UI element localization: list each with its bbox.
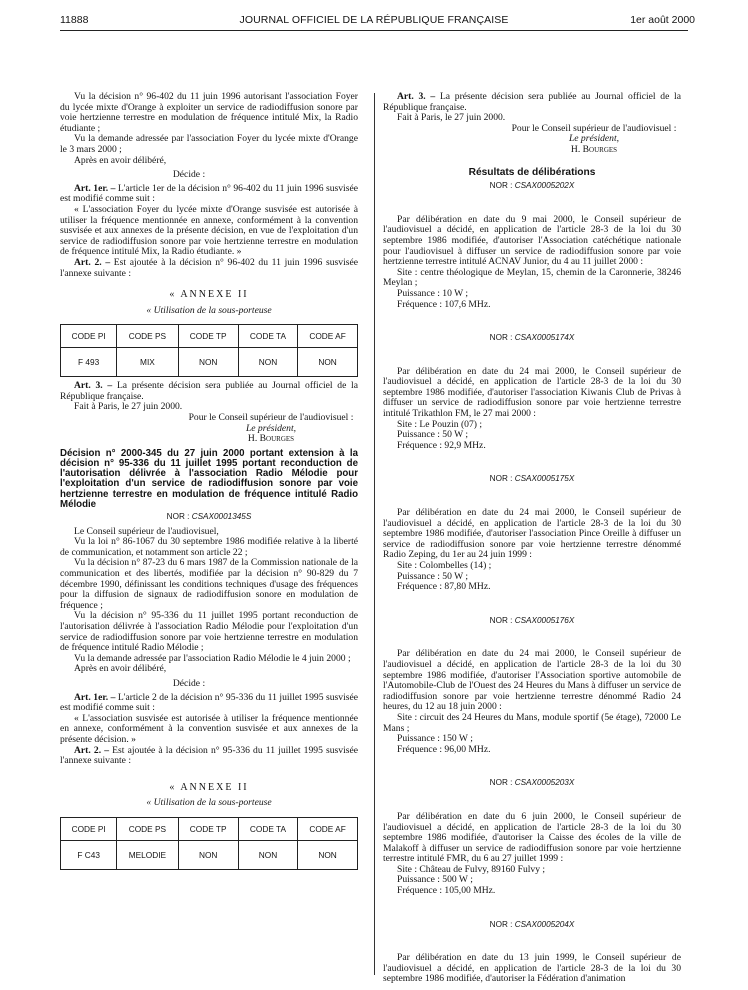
article-label: Art. 3. – bbox=[74, 380, 113, 392]
deliberation-text: Par délibération en date du 6 juin 2000, le Conseil supérieur de l'audiovisuel a décidé, en application de l'article 28-3 de la loi du 30 septembre 1986 modifiée, d'autoriser la Caisse des écoles de la ville de Malakoff à diffuser un service de radiodiffusion sonore par voie hertzienne terrestre intitulé FMR, du 6 au 27 juillet 1999 : bbox=[383, 810, 681, 865]
table-header: CODE TA bbox=[238, 817, 297, 840]
done-at: Fait à Paris, le 27 juin 2000. bbox=[397, 112, 506, 124]
issue-date: 1er août 2000 bbox=[630, 14, 695, 26]
paragraph: Après en avoir délibéré, bbox=[74, 154, 167, 166]
site-line: Site : Colombelles (14) ; bbox=[397, 560, 492, 571]
table-row bbox=[61, 348, 358, 377]
paragraph: Après en avoir délibéré, bbox=[74, 663, 167, 675]
frequency-line: Fréquence : 92,9 MHz. bbox=[397, 439, 486, 451]
table-row bbox=[61, 840, 358, 869]
nor-reference bbox=[383, 474, 681, 485]
table-cell: MIX bbox=[117, 348, 178, 377]
table-cell: NON bbox=[298, 348, 358, 377]
nor-reference bbox=[383, 920, 681, 931]
left-column bbox=[60, 92, 358, 874]
quoted-article: « L'association Foyer du lycée mixte d'Orange susvisée est autorisée à utiliser la fréquence mentionnée en annexe, conformément à la convention susvisée et aux annexes de la présente décision, en vue de l'exploitation d'un service de radiodiffusion sonore par voie hertzienne terrestre en modulation de fréquence intitulé Mix, la Radio étudiante. » bbox=[60, 203, 358, 258]
paragraph: Vu la décision n° 95-336 du 11 juillet 1995 portant reconduction de l'autorisation délivrée à l'association Radio Mélodie pour l'exploitation d'un service de radiodiffusion sonore par voie hertzienne terrestre en modulation de fréquence intitulé Radio Mélodie ; bbox=[60, 610, 358, 654]
paragraph: Vu la loi n° 86-1067 du 30 septembre 1986 modifiée relative à la liberté de communication, et notamment son article 22 ; bbox=[60, 536, 358, 558]
table-cell: NON bbox=[178, 348, 238, 377]
article-text: La présente décision sera publiée au Journal officiel de la République française. bbox=[383, 91, 681, 113]
article-3 bbox=[383, 92, 681, 113]
subcarrier-table bbox=[60, 324, 358, 377]
nor-label: NOR : bbox=[489, 778, 513, 788]
nor-code: CSAX0001345S bbox=[191, 512, 252, 522]
table-cell: NON bbox=[238, 840, 297, 869]
signature-title: Le président, bbox=[568, 133, 620, 145]
frequency-line: Fréquence : 87,80 MHz. bbox=[397, 581, 491, 593]
annex-title: « ANNEXE II bbox=[169, 289, 249, 301]
signature-name: H. Bourges bbox=[570, 143, 618, 155]
site-line: Site : centre théologique de Meylan, 15, chemin de la Caronnerie, 38246 Meylan ; bbox=[383, 266, 681, 289]
nor-label: NOR : bbox=[489, 919, 513, 929]
article-text: L'article 1er de la décision n° 96-402 du 11 juin 1996 susvisée est modifié comme suit : bbox=[60, 182, 358, 205]
table-header: CODE AF bbox=[298, 817, 358, 840]
table-header-row bbox=[61, 325, 358, 348]
nor-label: NOR : bbox=[489, 333, 513, 343]
journal-title: JOURNAL OFFICIEL DE LA RÉPUBLIQUE FRANÇAISE bbox=[239, 14, 509, 26]
signature-line: Pour le Conseil supérieur de l'audiovisuel : bbox=[188, 412, 354, 424]
article-2 bbox=[60, 746, 358, 767]
nor-code: CSAX0005202X bbox=[514, 181, 575, 191]
signature-name: H. Bourges bbox=[247, 433, 295, 445]
power-line: Puissance : 50 W ; bbox=[397, 429, 469, 441]
nor-label: NOR : bbox=[489, 474, 513, 484]
nor-reference bbox=[383, 778, 681, 789]
right-column bbox=[383, 92, 681, 985]
article-text: Est ajoutée à la décision n° 96-402 du 11 juin 1996 susvisée l'annexe suivante : bbox=[60, 256, 359, 279]
annex-title: « ANNEXE II bbox=[169, 781, 249, 793]
article-label: Art. 1er. – bbox=[74, 691, 116, 703]
table-header: CODE PS bbox=[117, 817, 178, 840]
page-header bbox=[0, 11, 748, 31]
paragraph: Vu la demande adressée par l'association Radio Mélodie le 4 juin 2000 ; bbox=[74, 652, 351, 664]
article-text: La présente décision sera publiée au Journal officiel de la République française. bbox=[60, 380, 358, 402]
quoted-article: « L'association susvisée est autorisée à utiliser la fréquence mentionnée en annexe, conformément à la convention susvisée et aux annexes de la présente décision. » bbox=[60, 712, 358, 745]
frequency-line: Fréquence : 107,6 MHz. bbox=[397, 298, 491, 310]
nor-label: NOR : bbox=[166, 512, 190, 522]
signature-title: Le président, bbox=[245, 422, 297, 434]
table-cell: F C43 bbox=[61, 840, 117, 869]
deliberation-text: Par délibération en date du 9 mai 2000, le Conseil supérieur de l'audiovisuel a décidé, en application de l'article 28-3 de la loi du 30 septembre 1986 modifiée, d'autoriser l'Association catéchétique nationale pour l'audiovisuel à diffuser un service de radiodiffusion sonore par voie hertzienne terrestre intitulé ACNAV Junior, du 4 au 11 juillet 2000 : bbox=[383, 213, 681, 268]
article-label: Art. 3. – bbox=[397, 91, 436, 102]
table-cell: NON bbox=[178, 840, 238, 869]
article-label: Art. 2. – bbox=[74, 256, 111, 268]
power-line: Puissance : 500 W ; bbox=[397, 874, 473, 886]
paragraph: Le Conseil supérieur de l'audiovisuel, bbox=[74, 525, 219, 537]
article-1 bbox=[60, 693, 358, 714]
paragraph: Vu la demande adressée par l'association Foyer du lycée mixte d'Orange le 3 mars 2000 ; bbox=[60, 133, 358, 155]
table-header: CODE TP bbox=[178, 325, 238, 348]
deliberation-text: Par délibération en date du 24 mai 2000, le Conseil supérieur de l'audiovisuel a décidé, en application de l'article 28-3 de la loi du 30 septembre 1986 modifiée, d'autoriser l'association Pince Oreille à diffuser un service de radiodiffusion sonore par voie hertzienne terrestre dénommé Radio Zeping, du 1er au 24 juin 1999 : bbox=[383, 507, 681, 561]
nor-label: NOR : bbox=[489, 615, 513, 625]
power-line: Puissance : 50 W ; bbox=[397, 570, 469, 582]
signature-line: Pour le Conseil supérieur de l'audiovisuel : bbox=[511, 122, 677, 134]
nor-code: CSAX0005203X bbox=[514, 778, 575, 788]
paragraph: Vu la décision n° 96-402 du 11 juin 1996 autorisant l'association Foyer du lycée mixte d'Orange à exploiter un service de radiodiffusion sonore par voie hertzienne terrestre en modulation de fréquence intitulé Mix, la Radio étudiante ; bbox=[60, 91, 358, 134]
nor-code: CSAX0005204X bbox=[514, 919, 575, 929]
nor-label: NOR : bbox=[489, 181, 513, 191]
section-title: Résultats de délibérations bbox=[468, 166, 596, 178]
power-line: Puissance : 150 W ; bbox=[397, 733, 473, 745]
nor-reference bbox=[60, 512, 358, 523]
annex-subtitle: « Utilisation de la sous-porteuse bbox=[146, 304, 272, 316]
table-header-row bbox=[61, 817, 358, 840]
decide-heading: Décide : bbox=[172, 169, 206, 181]
article-label: Art. 2. – bbox=[74, 744, 110, 756]
frequency-line: Fréquence : 96,00 MHz. bbox=[397, 743, 491, 755]
nor-reference bbox=[383, 616, 681, 627]
nor-code: CSAX0005176X bbox=[514, 615, 575, 625]
table-cell: NON bbox=[238, 348, 297, 377]
deliberation-text: Par délibération en date du 13 juin 1999, le Conseil supérieur de l'audiovisuel a décidé, en application de l'article 28-3 de la loi du 30 septembre 1986 modifiée, d'autoriser la Fédération d'animation bbox=[383, 952, 681, 985]
table-header: CODE PS bbox=[117, 325, 178, 348]
table-cell: MELODIE bbox=[117, 840, 178, 869]
table-cell: NON bbox=[298, 840, 358, 869]
decide-heading: Décide : bbox=[172, 677, 206, 689]
annex-subtitle: « Utilisation de la sous-porteuse bbox=[146, 797, 272, 809]
table-header: CODE TP bbox=[178, 817, 238, 840]
site-line: Site : Le Pouzin (07) ; bbox=[397, 418, 482, 430]
nor-code: CSAX0005174X bbox=[514, 333, 575, 343]
article-label: Art. 1er. – bbox=[74, 182, 116, 194]
nor-code: CSAX0005175X bbox=[514, 474, 575, 484]
article-text: Est ajoutée à la décision n° 95-336 du 11 juillet 1995 susvisée l'annexe suivante : bbox=[60, 744, 358, 767]
site-line: Site : Château de Fulvy, 89160 Fulvy ; bbox=[397, 863, 546, 875]
done-at: Fait à Paris, le 27 juin 2000. bbox=[74, 401, 183, 413]
table-header: CODE TA bbox=[238, 325, 297, 348]
article-1 bbox=[60, 184, 358, 205]
deliberation-text: Par délibération en date du 24 mai 2000, le Conseil supérieur de l'audiovisuel a décidé, en application de l'article 28-3 de la loi du 30 septembre 1986 modifiée, d'autoriser l'Association sportive automobile de l'Automobile-Club de l'Ouest des 24 Heures du Mans à diffuser un service de radiodiffusion sonore par voie hertzienne terrestre dénommé Radio 24 heures, du 12 au 18 juin 2000 : bbox=[383, 648, 681, 713]
table-header: CODE AF bbox=[298, 325, 358, 348]
article-3 bbox=[60, 381, 358, 402]
decision-title: Décision n° 2000-345 du 27 juin 2000 portant extension à la décision n° 95-336 du 11 juillet 1995 portant reconduction de l'autorisation délivrée à l'association Radio Mélodie pour l'exploitation d'un service de radiodiffusion sonore par voie hertzienne terrestre en modulation de fréquence intitulé Radio Mélodie bbox=[60, 447, 358, 510]
article-2 bbox=[60, 258, 358, 279]
paragraph: Vu la décision n° 87-23 du 6 mars 1987 de la Commission nationale de la communication et des libertés, modifiée par la décision n° 90-829 du 7 décembre 1990, définissant les conditions techniques d'usage des fréquences pour la diffusion de signaux de radiodiffusion sonore en modulation de fréquence ; bbox=[60, 557, 358, 611]
page-number: 11888 bbox=[60, 14, 89, 26]
table-header: CODE PI bbox=[61, 325, 117, 348]
article-text: L'article 2 de la décision n° 95-336 du 11 juillet 1995 susvisée est modifié comme suit : bbox=[60, 691, 358, 714]
nor-reference bbox=[383, 181, 681, 192]
site-line: Site : circuit des 24 Heures du Mans, module sportif (5e étage), 72000 Le Mans ; bbox=[383, 711, 681, 734]
deliberation-text: Par délibération en date du 24 mai 2000, le Conseil supérieur de l'audiovisuel a décidé, en application de l'article 28-3 de la loi du 30 septembre 1986 modifiée, d'autoriser l'association Kiwanis Club de Privas à diffuser un service de radiodiffusion sonore par voie hertzienne terrestre intitulé Trikathlon FM, le 27 mai 2000 : bbox=[383, 365, 681, 420]
power-line: Puissance : 10 W ; bbox=[397, 287, 469, 299]
header-rule bbox=[60, 30, 688, 31]
table-cell: F 493 bbox=[61, 348, 117, 377]
frequency-line: Fréquence : 105,00 MHz. bbox=[397, 885, 496, 897]
subcarrier-table bbox=[60, 817, 358, 870]
nor-reference bbox=[383, 333, 681, 344]
column-divider bbox=[374, 93, 375, 975]
table-header: CODE PI bbox=[61, 817, 117, 840]
